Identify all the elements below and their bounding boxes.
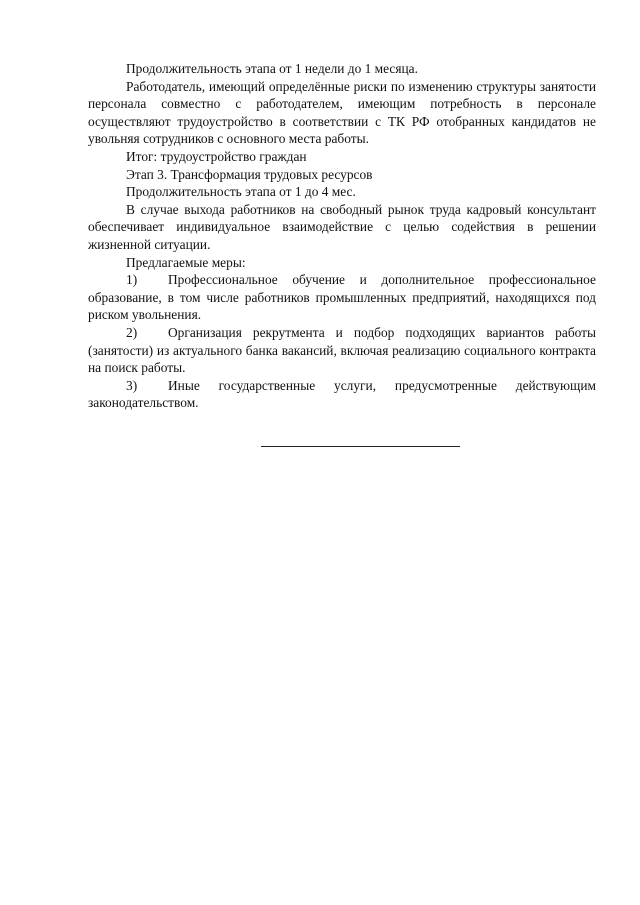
document-body	[88, 60, 596, 412]
list-item-text: Иные государственные услуги, предусмотренные действующим законодательством.	[88, 377, 596, 411]
end-of-document-rule	[261, 446, 460, 447]
paragraph-result: Итог: трудоустройство граждан	[126, 148, 307, 164]
list-item-number: 2)	[126, 324, 138, 340]
paragraph-employer-employment: Работодатель, имеющий определённые риски по изменению структуры занятости персонала совместно с работодателем, имеющим потребность в персонале осуществляют трудоустройство в соответствии с ТК РФ отобранных кандидатов не увольняя сотрудников с основного места работы.	[88, 78, 596, 147]
list-item-text: Организация рекрутмента и подбор подходящих вариантов работы (занятости) из актуального банка вакансий, включая реализацию социального контракта на поиск работы.	[88, 324, 596, 376]
paragraph-hr-consultant: В случае выхода работников на свободный рынок труда кадровый консультант обеспечивает индивидуальное взаимодействие с целью содействия в решении жизненной ситуации.	[88, 201, 596, 252]
list-item-number: 1)	[126, 272, 138, 288]
paragraph-stage-duration: Продолжительность этапа от 1 недели до 1 месяца.	[126, 61, 418, 76]
paragraph-stage-3-duration: Продолжительность этапа от 1 до 4 мес.	[126, 184, 356, 200]
list-item-number: 3)	[126, 377, 138, 393]
list-item-text: Профессиональное обучение и дополнительное профессиональное образование, в том числе работников промышленных предприятий, находящихся под риском увольнения.	[88, 272, 596, 323]
paragraph-stage-3-title: Этап 3. Трансформация трудовых ресурсов	[126, 166, 373, 182]
list-item-measure-1	[88, 271, 596, 324]
paragraph-proposed-measures: Предлагаемые меры:	[126, 254, 246, 270]
list-item-measure-2	[88, 324, 596, 377]
list-item-measure-3	[88, 377, 596, 412]
